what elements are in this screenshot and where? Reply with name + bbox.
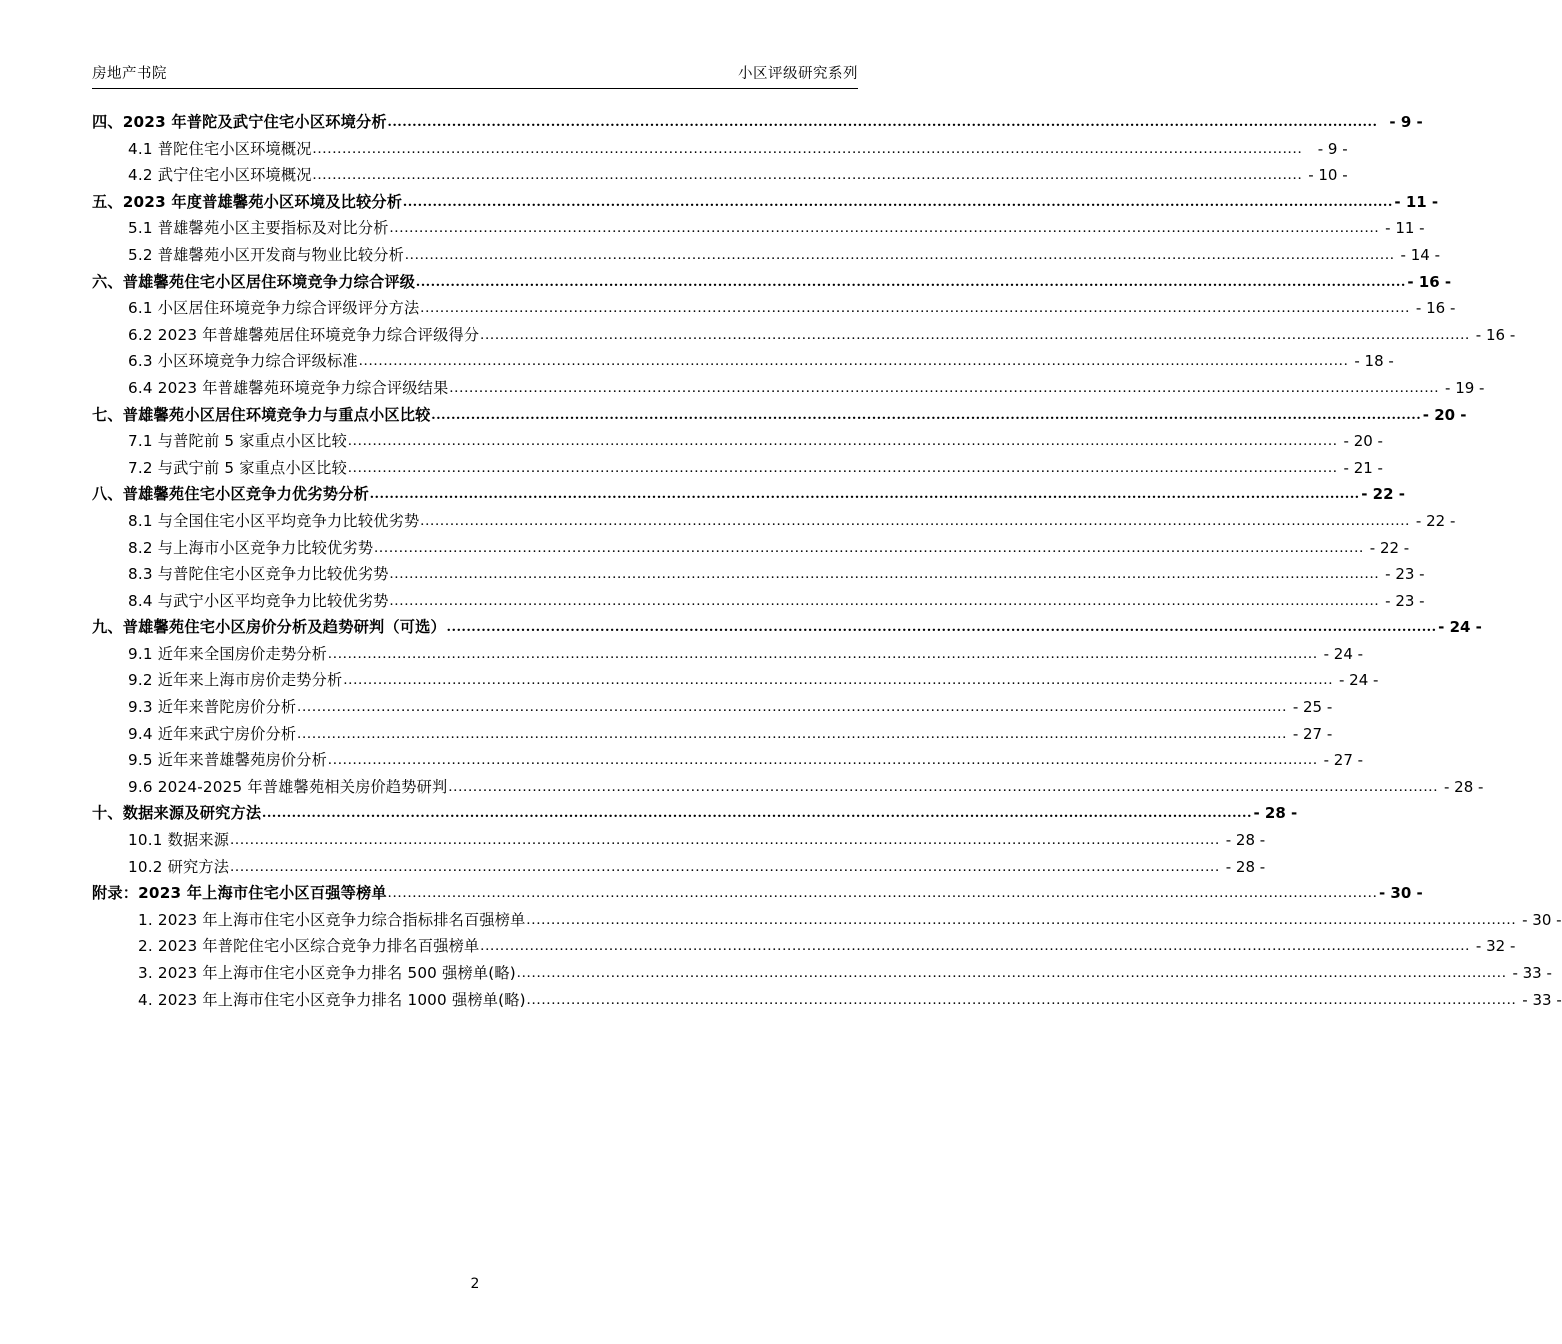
toc-leader-dots: ........................................................................................................................................................................................................ <box>297 699 1288 716</box>
toc-leader-dots: ........................................................................................................................................................................................................ <box>387 885 1378 902</box>
toc-entry-page-number: - 22 - <box>1361 485 1405 504</box>
toc-entry-label: 八、普雄馨苑住宅小区竞争力优劣势分析 <box>92 485 369 504</box>
toc-entry-label: 8.4 与武宁小区平均竞争力比较优劣势 <box>128 591 389 610</box>
header-right-text: 小区评级研究系列 <box>738 66 858 82</box>
toc-entry-label: 5.1 普雄馨苑小区主要指标及对比分析 <box>128 219 389 238</box>
toc-entry[interactable] <box>92 245 1440 264</box>
toc-entry-label: 9.4 近年来武宁房价分析 <box>128 724 297 743</box>
toc-entry-label: 7.1 与普陀前 5 家重点小区比较 <box>128 432 347 451</box>
toc-leader-dots: ........................................................................................................................................................................................................ <box>374 539 1365 556</box>
toc-entry-page-number: - 27 - <box>1292 724 1333 743</box>
toc-entry-label: 8.1 与全国住宅小区平均竞争力比较优劣势 <box>128 511 420 530</box>
toc-entry-page-number: - 23 - <box>1385 591 1425 610</box>
toc-leader-dots: ........................................................................................................................................................................................................ <box>420 512 1411 529</box>
toc-entry-page-number: - 22 - <box>1415 511 1456 530</box>
table-of-contents <box>92 113 1562 1009</box>
toc-entry-label: 七、普雄馨苑小区居住环境竞争力与重点小区比较 <box>92 405 431 424</box>
toc-entry-label: 九、普雄馨苑住宅小区房价分析及趋势研判（可选） <box>92 618 446 637</box>
toc-entry-label: 4. 2023 年上海市住宅小区竞争力排名 1000 强榜单(略) <box>138 990 526 1009</box>
toc-entry[interactable] <box>92 884 1423 903</box>
toc-entry[interactable] <box>92 910 1562 929</box>
toc-entry-page-number: - 33 - <box>1512 964 1552 982</box>
toc-entry[interactable] <box>92 777 1484 796</box>
toc-leader-dots: ........................................................................................................................................................................................................ <box>480 326 1471 343</box>
toc-leader-dots: ........................................................................................................................................................................................................ <box>230 858 1221 875</box>
toc-entry-label: 2. 2023 年普陀住宅小区综合竞争力排名百强榜单 <box>138 937 480 956</box>
toc-leader-dots: ........................................................................................................................................................................................................ <box>449 379 1440 396</box>
toc-entry-page-number: - 28 - <box>1225 831 1266 850</box>
toc-entry-label: 5.2 普雄馨苑小区开发商与物业比较分析 <box>128 245 404 264</box>
toc-entry-page-number: - 24 - <box>1438 618 1482 637</box>
toc-leader-dots: ........................................................................................................................................................................................................ <box>312 140 1303 157</box>
toc-leader-dots: ........................................................................................................................................................................................................ <box>431 406 1422 423</box>
toc-leader-dots: ........................................................................................................................................................................................................ <box>387 114 1378 130</box>
toc-entry[interactable] <box>92 113 1423 131</box>
toc-leader-dots: ........................................................................................................................................................................................................ <box>369 486 1360 503</box>
toc-entry-page-number: - 28 - <box>1225 857 1266 876</box>
toc-leader-dots: ........................................................................................................................................................................................................ <box>480 938 1471 955</box>
toc-entry-page-number: - 28 - <box>1443 777 1484 796</box>
toc-entry-page-number: - 20 - <box>1422 405 1467 424</box>
toc-entry[interactable] <box>92 272 1452 291</box>
toc-leader-dots: ........................................................................................................................................................................................................ <box>526 911 1517 928</box>
toc-entry[interactable] <box>92 591 1425 610</box>
toc-leader-dots: ........................................................................................................................................................................................................ <box>516 965 1507 981</box>
toc-entry-label: 6.1 小区居住环境竞争力综合评级评分方法 <box>128 299 420 318</box>
toc-entry-page-number: - 28 - <box>1253 804 1298 823</box>
toc-entry[interactable] <box>92 432 1383 451</box>
toc-leader-dots: ........................................................................................................................................................................................................ <box>389 592 1380 609</box>
toc-leader-dots: ........................................................................................................................................................................................................ <box>328 752 1319 769</box>
toc-leader-dots: ........................................................................................................................................................................................................ <box>358 353 1349 370</box>
toc-entry-label: 五、2023 年度普雄馨苑小区环境及比较分析 <box>92 192 403 211</box>
toc-entry-page-number: - 9 - <box>1317 139 1348 158</box>
toc-entry-label: 10.2 研究方法 <box>128 857 230 876</box>
toc-leader-dots: ........................................................................................................................................................................................................ <box>403 193 1394 210</box>
toc-entry-label: 9.6 2024-2025 年普雄馨苑相关房价趋势研判 <box>128 777 448 796</box>
toc-leader-dots: ........................................................................................................................................................................................................ <box>448 778 1439 795</box>
toc-entry[interactable] <box>92 644 1364 663</box>
header-left-text: 房地产书院 <box>92 66 167 82</box>
toc-entry[interactable] <box>92 831 1266 850</box>
toc-entry-label: 9.3 近年来普陀房价分析 <box>128 698 297 717</box>
toc-entry-page-number: - 24 - <box>1323 644 1364 663</box>
toc-entry-page-number: - 16 - <box>1407 272 1452 291</box>
toc-entry-page-number: - 30 - <box>1378 884 1423 903</box>
toc-entry[interactable] <box>92 192 1439 211</box>
toc-entry[interactable] <box>92 698 1333 717</box>
toc-entry-page-number: - 19 - <box>1445 378 1485 397</box>
toc-entry-label: 四、2023 年普陀及武宁住宅小区环境分析 <box>92 113 387 131</box>
toc-entry[interactable] <box>92 378 1485 397</box>
toc-entry[interactable] <box>92 219 1425 238</box>
toc-entry-label: 7.2 与武宁前 5 家重点小区比较 <box>128 458 347 477</box>
toc-entry-page-number: - 24 - <box>1338 671 1379 690</box>
toc-entry-label: 3. 2023 年上海市住宅小区竞争力排名 500 强榜单(略) <box>138 964 516 982</box>
toc-entry-label: 六、普雄馨苑住宅小区居住环境竞争力综合评级 <box>92 272 416 291</box>
toc-entry[interactable] <box>92 937 1516 956</box>
toc-leader-dots: ........................................................................................................................................................................................................ <box>328 645 1319 662</box>
toc-entry[interactable] <box>92 724 1333 743</box>
toc-leader-dots: ........................................................................................................................................................................................................ <box>526 991 1517 1008</box>
toc-entry-label: 9.5 近年来普雄馨苑房价分析 <box>128 751 328 770</box>
toc-entry[interactable] <box>92 857 1266 876</box>
toc-leader-dots: ........................................................................................................................................................................................................ <box>297 725 1288 742</box>
toc-entry[interactable] <box>92 139 1348 158</box>
toc-entry[interactable] <box>92 458 1383 477</box>
toc-entry[interactable] <box>92 405 1467 424</box>
toc-entry-page-number: - 11 - <box>1385 219 1425 238</box>
toc-leader-dots: ........................................................................................................................................................................................................ <box>230 832 1221 849</box>
toc-entry[interactable] <box>92 511 1456 530</box>
toc-entry-label: 8.2 与上海市小区竞争力比较优劣势 <box>128 538 374 557</box>
toc-entry[interactable] <box>92 538 1410 557</box>
toc-entry-label: 6.3 小区环境竞争力综合评级标准 <box>128 352 358 371</box>
toc-entry-label: 9.1 近年来全国房价走势分析 <box>128 644 328 663</box>
toc-entry-label: 1. 2023 年上海市住宅小区竞争力综合指标排名百强榜单 <box>138 910 526 929</box>
toc-entry-page-number: - 32 - <box>1475 937 1516 956</box>
toc-entry[interactable] <box>92 804 1298 823</box>
toc-leader-dots: ........................................................................................................................................................................................................ <box>347 459 1338 476</box>
toc-entry[interactable] <box>92 352 1394 371</box>
toc-entry[interactable] <box>92 751 1364 770</box>
toc-entry-page-number: - 16 - <box>1475 325 1516 344</box>
toc-entry-label: 10.1 数据来源 <box>128 831 230 850</box>
toc-entry-page-number: - 25 - <box>1292 698 1333 717</box>
toc-entry-page-number: - 27 - <box>1323 751 1364 770</box>
toc-entry-label: 6.4 2023 年普雄馨苑环境竞争力综合评级结果 <box>128 378 449 397</box>
toc-entry[interactable] <box>92 299 1456 318</box>
footer-page-number: 2 <box>470 1276 480 1292</box>
toc-leader-dots: ........................................................................................................................................................................................................ <box>416 273 1407 290</box>
toc-entry-page-number: - 9 - <box>1389 113 1423 131</box>
toc-leader-dots: ........................................................................................................................................................................................................ <box>347 433 1338 450</box>
toc-entry-page-number: - 11 - <box>1394 192 1439 211</box>
page-footer <box>0 1276 950 1292</box>
toc-entry-label: 4.2 武宁住宅小区环境概况 <box>128 166 312 185</box>
toc-entry[interactable] <box>92 485 1405 504</box>
toc-leader-dots: ........................................................................................................................................................................................................ <box>420 300 1411 317</box>
toc-entry[interactable] <box>92 964 1552 982</box>
toc-entry-page-number: - 21 - <box>1343 458 1383 477</box>
toc-entry-page-number: - 22 - <box>1369 538 1410 557</box>
toc-entry-page-number: - 33 - <box>1522 990 1562 1009</box>
toc-leader-dots: ........................................................................................................................................................................................................ <box>312 167 1303 184</box>
toc-entry[interactable] <box>92 671 1379 690</box>
toc-entry-page-number: - 18 - <box>1354 352 1394 371</box>
toc-leader-dots: ........................................................................................................................................................................................................ <box>389 220 1380 237</box>
toc-entry[interactable] <box>92 990 1562 1009</box>
toc-entry-label: 4.1 普陀住宅小区环境概况 <box>128 139 312 158</box>
toc-entry-label: 附录：2023 年上海市住宅小区百强等榜单 <box>92 884 387 903</box>
page-header <box>92 62 858 89</box>
toc-leader-dots: ........................................................................................................................................................................................................ <box>404 246 1395 263</box>
toc-entry-page-number: - 16 - <box>1415 299 1456 318</box>
toc-entry-page-number: - 23 - <box>1385 565 1425 584</box>
toc-entry-label: 十、数据来源及研究方法 <box>92 804 262 823</box>
toc-entry[interactable] <box>92 618 1482 637</box>
toc-entry[interactable] <box>92 565 1425 584</box>
toc-entry-page-number: - 20 - <box>1343 432 1383 451</box>
toc-leader-dots: ........................................................................................................................................................................................................ <box>262 805 1253 822</box>
toc-leader-dots: ........................................................................................................................................................................................................ <box>343 672 1334 689</box>
toc-entry-label: 9.2 近年来上海市房价走势分析 <box>128 671 343 690</box>
toc-entry[interactable] <box>92 325 1516 344</box>
toc-leader-dots: ........................................................................................................................................................................................................ <box>446 619 1437 636</box>
toc-entry-page-number: - 30 - <box>1522 910 1562 929</box>
toc-leader-dots: ........................................................................................................................................................................................................ <box>389 566 1380 583</box>
toc-entry-label: 6.2 2023 年普雄馨苑居住环境竞争力综合评级得分 <box>128 325 480 344</box>
toc-entry-page-number: - 10 - <box>1308 166 1348 185</box>
toc-entry-label: 8.3 与普陀住宅小区竞争力比较优劣势 <box>128 565 389 584</box>
toc-entry[interactable] <box>92 166 1348 185</box>
toc-entry-page-number: - 14 - <box>1400 245 1440 264</box>
